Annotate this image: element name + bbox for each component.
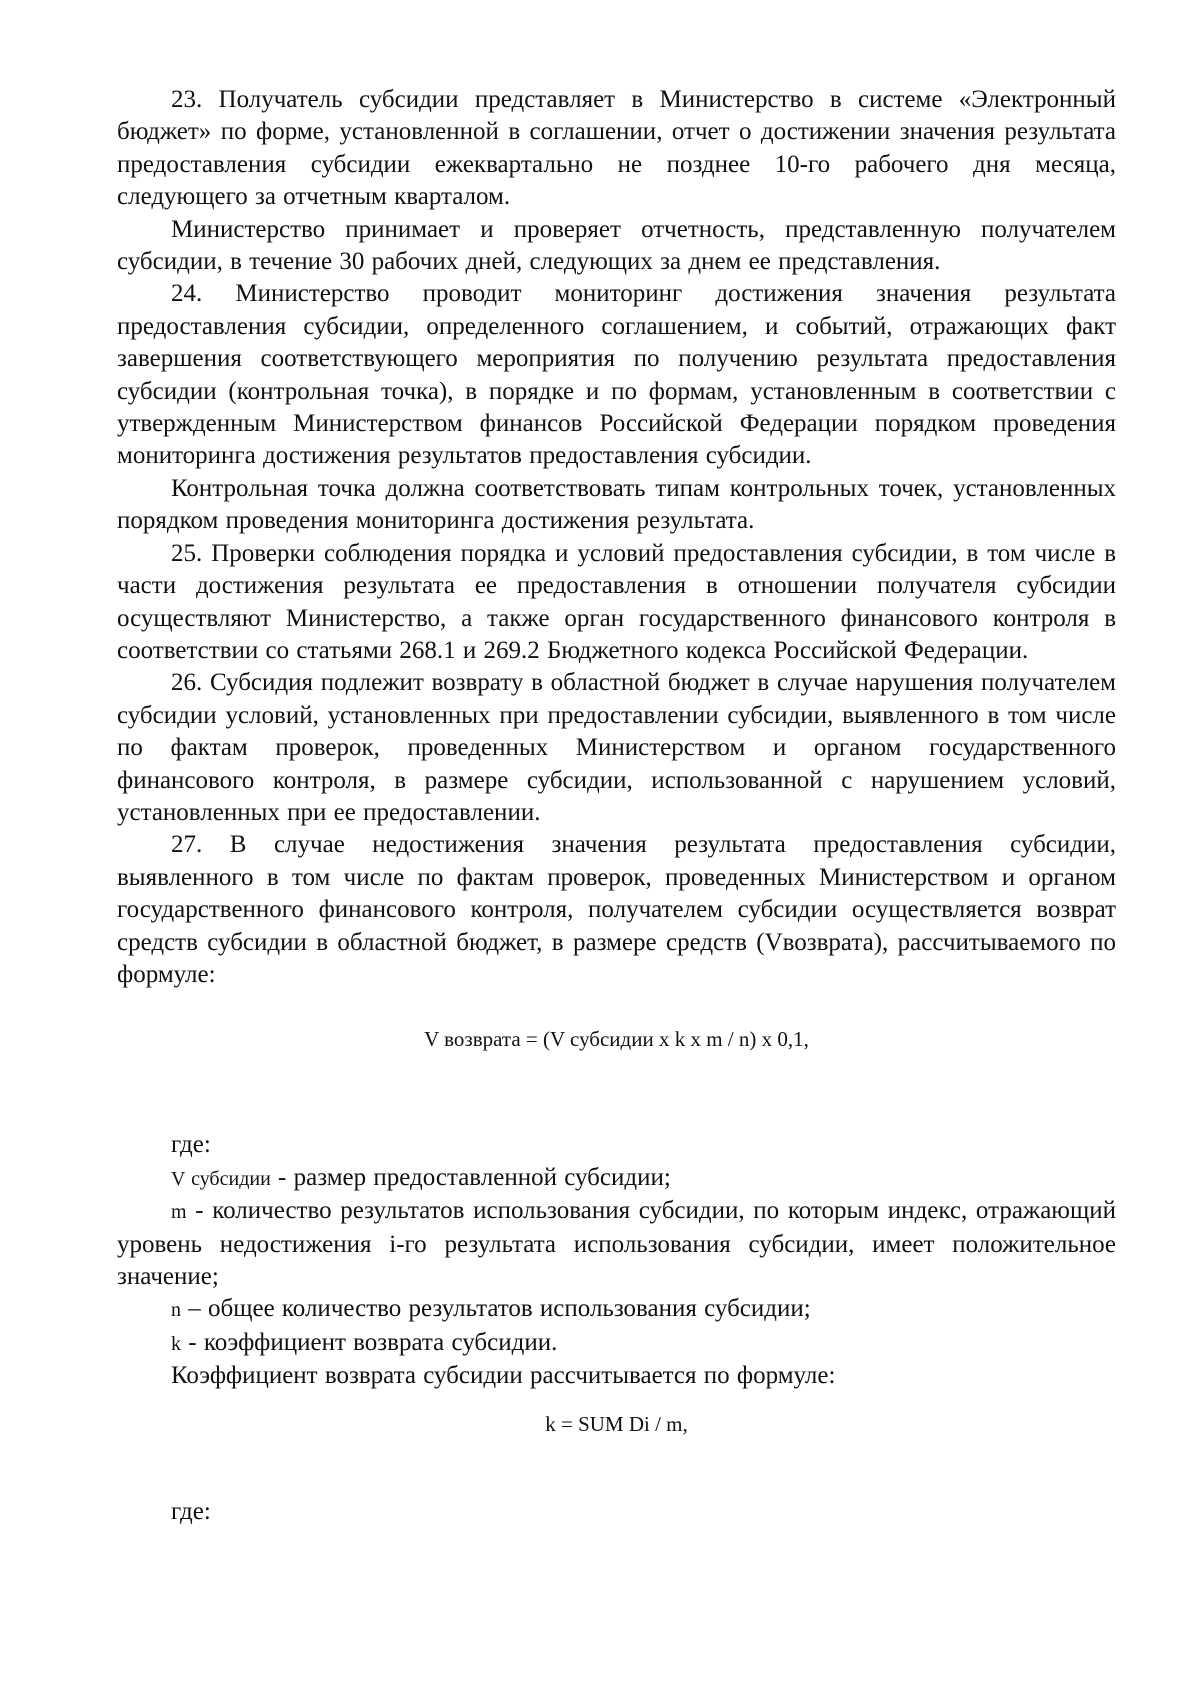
where-label-2: где: [171,1497,211,1525]
definition-m [117,1195,1116,1293]
definition-v-subsidy [117,1162,1116,1195]
paragraph-23: 23. Получатель субсидии представляет в Министерство в системе «Электронный бюджет» по форме, установленной в соглашении, отчет о достижении значения результата предоставления субсидии ежеквартально не позднее 10-го рабочего дня месяца, следующего за отчетным кварталом. [117,86,1116,211]
definition-v-text: - размер предоставленной субсидии; [270,1163,671,1191]
paragraph-24-continued: Контрольная точка должна соответствовать типам контрольных точек, установленных порядком проведения мониторинга достижения результата. [117,474,1116,535]
definition-k-symbol: k [171,1332,181,1355]
definition-m-text: - количество результатов использования субсидии, по которым индекс, отражающий уровень недостижения i-го результата использования субсидии, имеет положительное значение; [117,1197,1116,1290]
definition-v-symbol: V субсидии [171,1167,271,1190]
paragraph-24: 24. Министерство проводит мониторинг достижения значения результата предоставления субсидии, определенного соглашением, и событий, отражающих факт завершения соответствующего мероприятия по получению результата предоставления субсидии (контрольная точка), в порядке и по формам, установленным в соответствии с утвержденным Министерством финансов Российской Федерации порядком проведения мониторинга достижения результатов предоставления субсидии. [117,280,1116,470]
definition-n-symbol: n [171,1299,181,1322]
paragraph-26: 26. Субсидия подлежит возврату в областной бюджет в случае нарушения получателем субсидии условий, установленных при предоставлении субсидии, выявленного в том числе по фактам проверок, проведенных Министерством и органом государственного финансового контроля, в размере субсидии, использованной с нарушением условий, установленных при ее предоставлении. [117,669,1116,826]
definition-n-text: – общее количество результатов использования субсидии; [181,1295,811,1323]
definition-m-symbol: m [171,1201,187,1224]
paragraph-23-continued: Министерство принимает и проверяет отчетность, представленную получателем субсидии, в течение 30 рабочих дней, следующих за днем ее представления. [117,215,1116,276]
definition-n [117,1293,1116,1326]
coefficient-formula: k = SUM Di / m, [545,1411,688,1436]
definition-k [117,1327,1116,1360]
paragraph-25: 25. Проверки соблюдения порядка и условий предоставления субсидии, в том числе в части достижения результата ее предоставления в отношении получателя субсидии осуществляют Министерство, а также орган государственного финансового контроля в соответствии со статьями 268.1 и 269.2 Бюджетного кодекса Российской Федерации. [117,539,1116,664]
paragraph-27: 27. В случае недостижения значения результата предоставления субсидии, выявленного в том числе по фактам проверок, проведенных Министерством и органом государственного финансового контроля, получателем субсидии осуществляется возврат средств субсидии в областной бюджет, в размере средств (Vвозврата), рассчитываемого по формуле: [117,831,1116,988]
return-formula: V возврата = (V субсидии x k x m / n) x 0,1, [424,1027,809,1052]
definition-k-text: - коэффициент возврата субсидии. [181,1328,558,1356]
coefficient-intro: Коэффициент возврата субсидии рассчитывается по формуле: [171,1362,836,1390]
document-page [117,84,1116,1528]
where-label-1: где: [171,1131,211,1159]
